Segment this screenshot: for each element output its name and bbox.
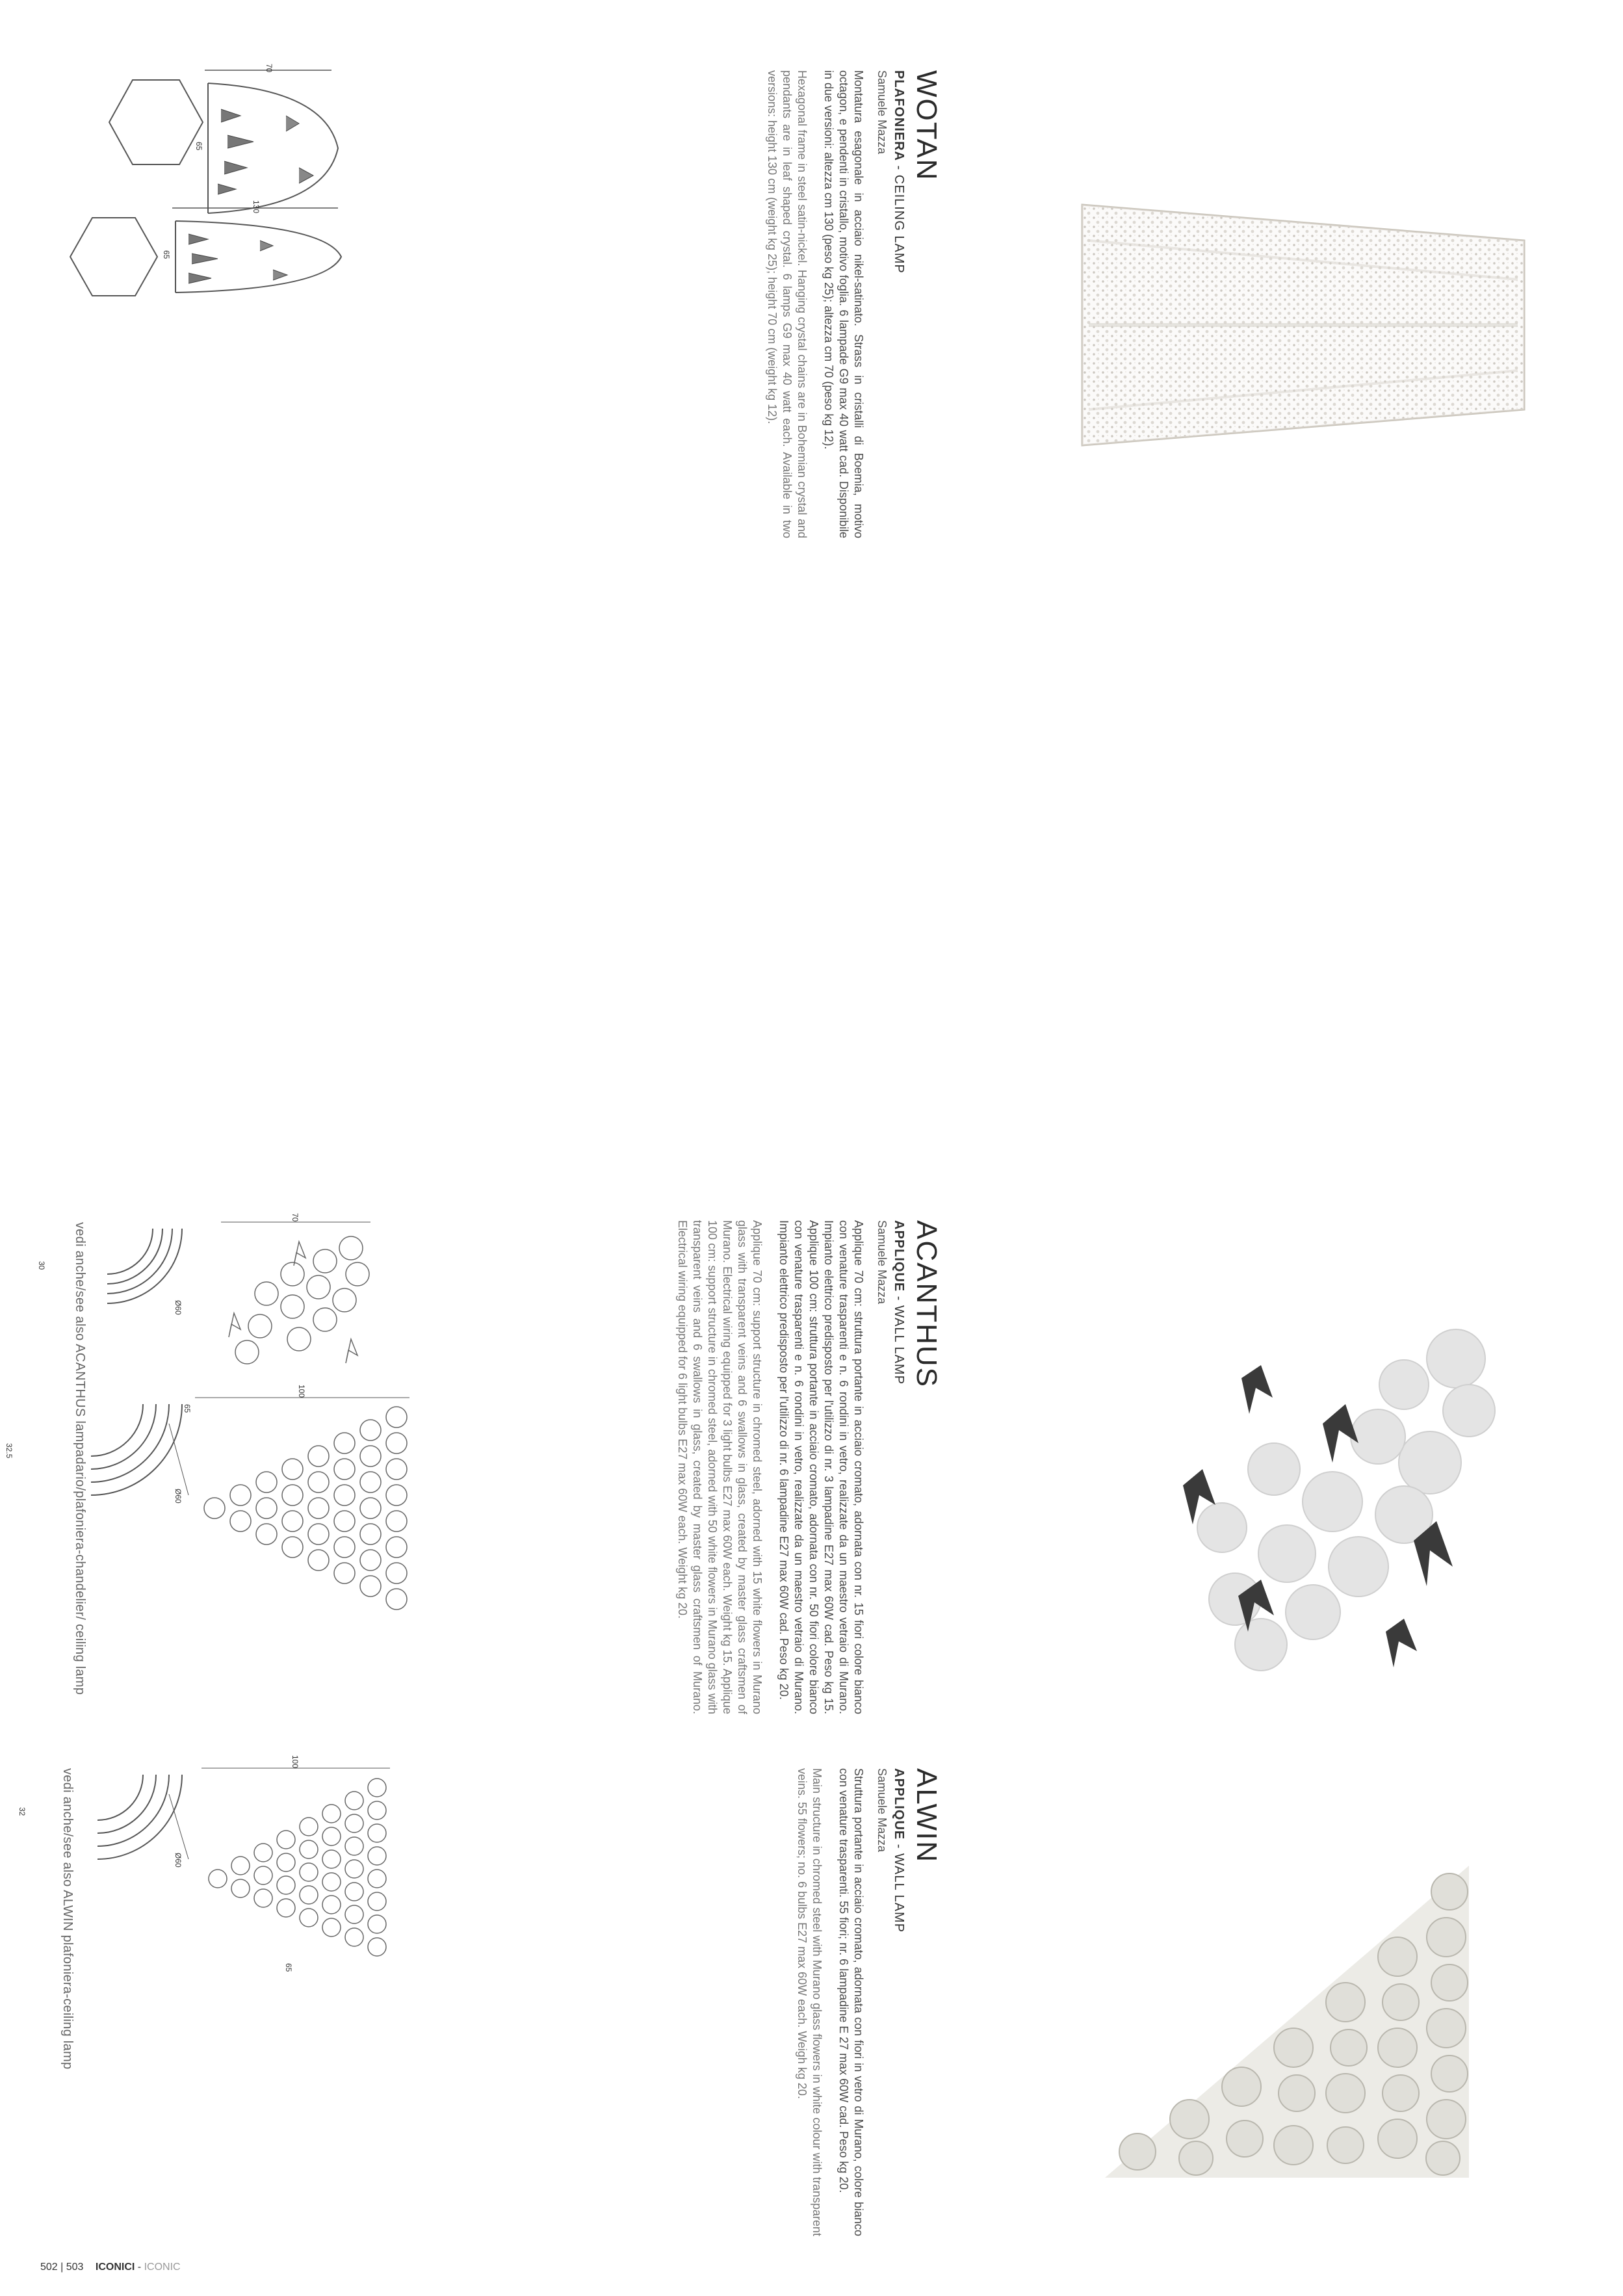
dimension-label: 65 <box>162 250 171 259</box>
description-italian: Applique 70 cm: struttura portante in acciaio cromato, adornata con nr. 15 fiori colore bianco con venature trasparenti e n. 6 rondini in vetro, realizzate da un maestro vetraio di Murano. Impianto elettrico predisposto per l'utilizzo di nr. 3 lampadine E27 max 60W cad. Peso kg 15. Applique 100 cm: struttura portante in acciaio cromato, adornata con nr. 50 fiori colore bianco con venature trasparenti e n. 6 rondini in vetro, realizzate da un maestro vetraio di Murano. Impianto elettrico predisposto per l'utilizzo di nr. 6 lampadine E27 max 60W cad. Peso kg 20. <box>777 1220 865 1714</box>
product-title: ACANTHUS <box>911 1220 942 1389</box>
product-type: APPLIQUE - WALL LAMP <box>892 1220 906 1385</box>
wotan-drawing-130 <box>162 200 351 306</box>
dimension-label: 70 <box>265 64 274 73</box>
acanthus-drawing-100 <box>182 1385 416 1619</box>
alwin-drawing-front <box>188 1755 396 1976</box>
alwin-text-block <box>794 1768 942 2236</box>
dimension-label: 100 <box>291 1755 300 1769</box>
product-type: PLAFONIERA - CEILING LAMP <box>892 70 906 274</box>
acanthus-photo <box>1144 1307 1508 1697</box>
designer-name: Samuele Mazza <box>876 1768 889 1853</box>
page-numbers: 502 | 503 <box>40 2262 84 2273</box>
acanthus-section-100 <box>0 1398 195 1515</box>
alwin-photo <box>1092 1814 1482 2204</box>
description-english: Main structure in chromed steel with Murano glass flowers in white colour with transparent veins. 55 flowers; no. 6 bulbs E27 max 60W each. Weigh kg 20. <box>796 1768 824 2236</box>
dimension-label: Ø60 <box>174 1489 183 1504</box>
wotan-hexagon-70 <box>104 70 208 174</box>
description-italian: Montatura esagonale in acciaio nikel-satinato. Strass in cristalli di Boemia, motivo octagon, e pendenti in cristallo, motivo foglia. 6 lampade G9 max 40 watt cad. Disponibile in due versioni: altezza cm 130 (peso kg 25); altezza cm 70 (peso kg 12). <box>822 70 865 538</box>
dimension-label: Ø60 <box>174 1853 183 1868</box>
category-italian: ICONICI <box>95 2262 135 2273</box>
description-english: Applique 70 cm: support structure in chromed steel, adorned with 15 white flowers in Murano glass with transparent veins and 6 swallows in glass, created by master glass craftsmen of Murano. Electrical wiring equipped for 3 light bulbs E27 max 60W each. Weight kg 15. Applique 100 cm: support structure in chromed steel, adorned with 50 white flowers in Murano glass with transparent veins and 6 swallows in glass, created by master glass craftsmen of Murano. Electrical wiring equipped for 6 light bulbs E27 max 60W each. Weight kg 20. <box>676 1220 764 1714</box>
description-english: Hexagonal frame in steel satin-nickel. Hanging crystal chains are in Bohemian crystal and pendants are in leaf shaped crystal. 6 lamps G9 max 40 watt each. Available in two versions: height 130 cm (weight kg 25); height 70 cm (weight kg 12). <box>766 70 809 538</box>
alwin-section <box>13 1768 195 1879</box>
wotan-photo <box>1069 202 1537 449</box>
wotan-text-block <box>764 70 942 538</box>
acanthus-see-also: vedi anche/see also ACANTHUS lampadario/plafoniera-chandelier/ ceiling lamp <box>73 1222 87 1695</box>
category-english: ICONIC <box>144 2262 181 2273</box>
designer-name: Samuele Mazza <box>876 70 889 155</box>
wotan-drawing-70 <box>194 64 351 220</box>
description-italian: Struttura portante in acciaio cromato, adornata con fiori in vetro di Murano, colore bianco con venature trasparenti. 55 fiori; nr. 6 lampadine E 27 max 60W cad. Peso kg 20. <box>837 1768 865 2236</box>
product-type: APPLIQUE - WALL LAMP <box>892 1768 906 1933</box>
dimension-label: 65 <box>183 1404 192 1413</box>
product-title: WOTAN <box>911 70 942 181</box>
dimension-label: 32 <box>18 1807 27 1816</box>
dimension-label: 100 <box>297 1385 306 1398</box>
dimension-label: 65 <box>194 142 203 151</box>
dimension-label: Ø60 <box>174 1300 183 1315</box>
dimension-label: 65 <box>284 1963 293 1972</box>
dimension-label: 70 <box>291 1213 300 1222</box>
acanthus-text-block <box>675 1220 942 1714</box>
dimension-label: 32.5 <box>5 1443 14 1459</box>
dimension-label: 30 <box>37 1261 46 1270</box>
wotan-hexagon-130 <box>65 208 162 306</box>
category-separator: - <box>135 2262 144 2273</box>
designer-name: Samuele Mazza <box>876 1220 889 1305</box>
alwin-see-also: vedi anche/see also ALWIN plafoniera-ceiling lamp <box>60 1768 75 2070</box>
dimension-label: 130 <box>252 200 261 214</box>
product-title: ALWIN <box>911 1768 942 1864</box>
page-footer <box>40 2262 181 2273</box>
acanthus-drawing-70 <box>208 1213 377 1385</box>
acanthus-section-70 <box>32 1222 195 1320</box>
